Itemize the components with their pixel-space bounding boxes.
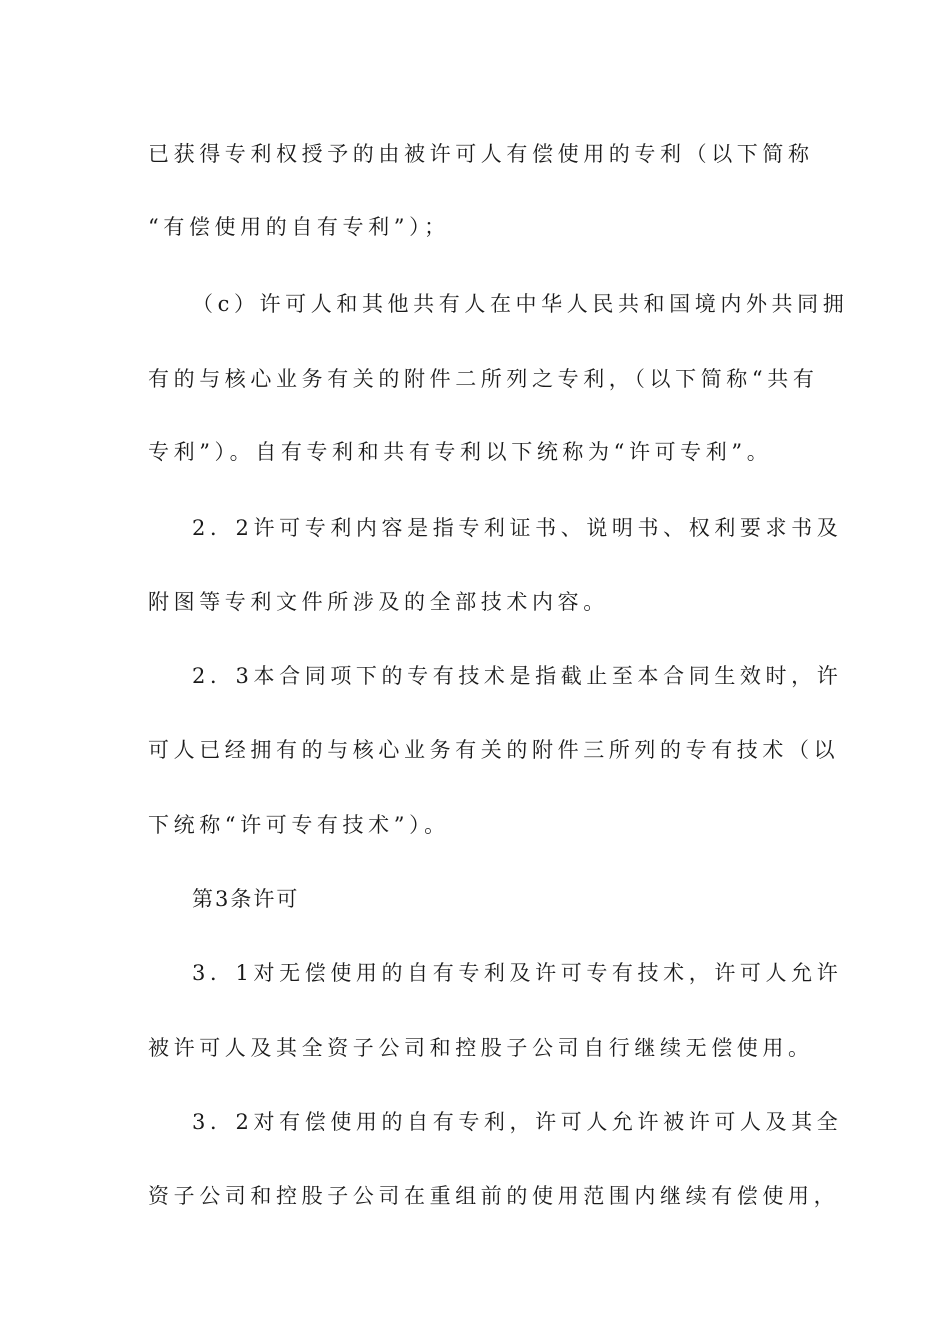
paragraph-line: 2．2许可专利内容是指专利证书、说明书、权利要求书及 [192, 516, 843, 540]
paragraph-line: 有的与核心业务有关的附件二所列之专利，（以下简称“共有 [148, 367, 819, 391]
section-heading: 第3条许可 [192, 887, 300, 911]
paragraph-line: 附图等专利文件所涉及的全部技术内容。 [148, 590, 609, 614]
paragraph-line: “有偿使用的自有专利”）； [148, 215, 450, 239]
paragraph-line: （c）许可人和其他共有人在中华人民共和国境内外共同拥 [192, 292, 849, 316]
paragraph-line: 可人已经拥有的与核心业务有关的附件三所列的专有技术（以 [148, 738, 840, 762]
paragraph-line: 专利”）。自有专利和共有专利以下统称为“许可专利”。 [148, 440, 773, 464]
paragraph-line: 2．3本合同项下的专有技术是指截止至本合同生效时，许 [192, 664, 843, 688]
paragraph-line: 下统称“许可专有技术”）。 [148, 813, 450, 837]
paragraph-line: 3．2对有偿使用的自有专利，许可人允许被许可人及其全 [192, 1110, 843, 1134]
paragraph-line: 被许可人及其全资子公司和控股子公司自行继续无偿使用。 [148, 1036, 814, 1060]
paragraph-line: 已获得专利权授予的由被许可人有偿使用的专利（以下简称 [148, 142, 814, 166]
paragraph-line: 资子公司和控股子公司在重组前的使用范围内继续有偿使用， [148, 1184, 840, 1208]
paragraph-line: 3．1对无偿使用的自有专利及许可专有技术，许可人允许 [192, 961, 843, 985]
